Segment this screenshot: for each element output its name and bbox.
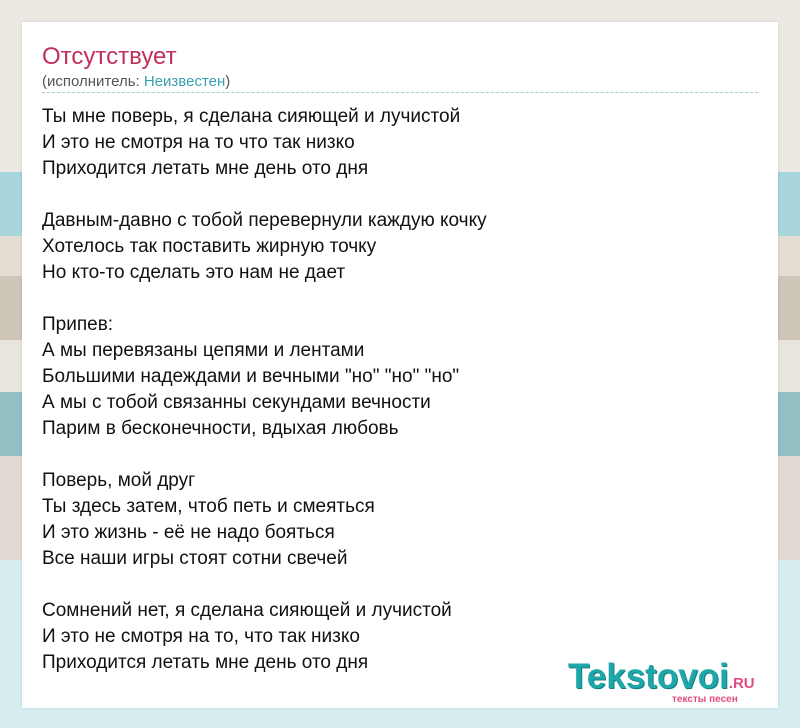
- lyrics-line: Ты здесь затем, чтоб петь и смеяться: [42, 496, 375, 517]
- lyrics-line: Приходится летать мне день ото дня: [42, 158, 369, 179]
- song-title: Отсутствует: [42, 43, 177, 70]
- artist-line: [42, 73, 230, 91]
- lyrics-line: Припев:: [42, 314, 114, 335]
- lyrics-line: Большими надеждами и вечными "но" "но" "но": [42, 366, 460, 387]
- lyrics-blank-line: [42, 286, 758, 312]
- lyrics-line: Ты мне поверь, я сделана сияющей и лучистой: [42, 106, 461, 127]
- lyrics-line: Хотелось так поставить жирную точку: [42, 236, 377, 257]
- lyrics-line: Парим в бесконечности, вдыхая любовь: [42, 418, 399, 439]
- lyrics-blank-line: [42, 182, 758, 208]
- logo-name: Tekstovoi: [568, 657, 729, 696]
- lyrics-line: Сомнений нет, я сделана сияющей и лучистой: [42, 600, 452, 621]
- lyrics-line: А мы с тобой связанны секундами вечности: [42, 392, 431, 413]
- divider: [42, 92, 758, 93]
- artist-prefix: (исполнитель:: [42, 73, 144, 90]
- lyrics-line: А мы перевязаны цепями и лентами: [42, 340, 365, 361]
- lyrics-card: [22, 22, 778, 708]
- logo-tagline: тексты песен: [672, 694, 738, 705]
- lyrics-blank-line: [42, 572, 758, 598]
- artist-link[interactable]: Неизвестен: [143, 73, 226, 90]
- lyrics-line: И это не смотря на то, что так низко: [42, 626, 360, 647]
- lyrics-line: И это жизнь - её не надо бояться: [42, 522, 335, 543]
- lyrics-text: [42, 104, 758, 676]
- lyrics-line: Давным-давно с тобой перевернули каждую кочку: [42, 210, 487, 231]
- lyrics-line: Все наши игры стоят сотни свечей: [42, 548, 348, 569]
- lyrics-line: Но кто-то сделать это нам не дает: [42, 262, 346, 283]
- lyrics-line: И это не смотря на то что так низко: [42, 132, 355, 153]
- lyrics-line: Поверь, мой друг: [42, 470, 196, 491]
- site-logo[interactable]: [568, 657, 778, 707]
- logo-domain: .RU: [728, 675, 755, 692]
- artist-suffix: ): [225, 73, 231, 90]
- lyrics-line: Приходится летать мне день ото дня: [42, 652, 369, 673]
- lyrics-blank-line: [42, 442, 758, 468]
